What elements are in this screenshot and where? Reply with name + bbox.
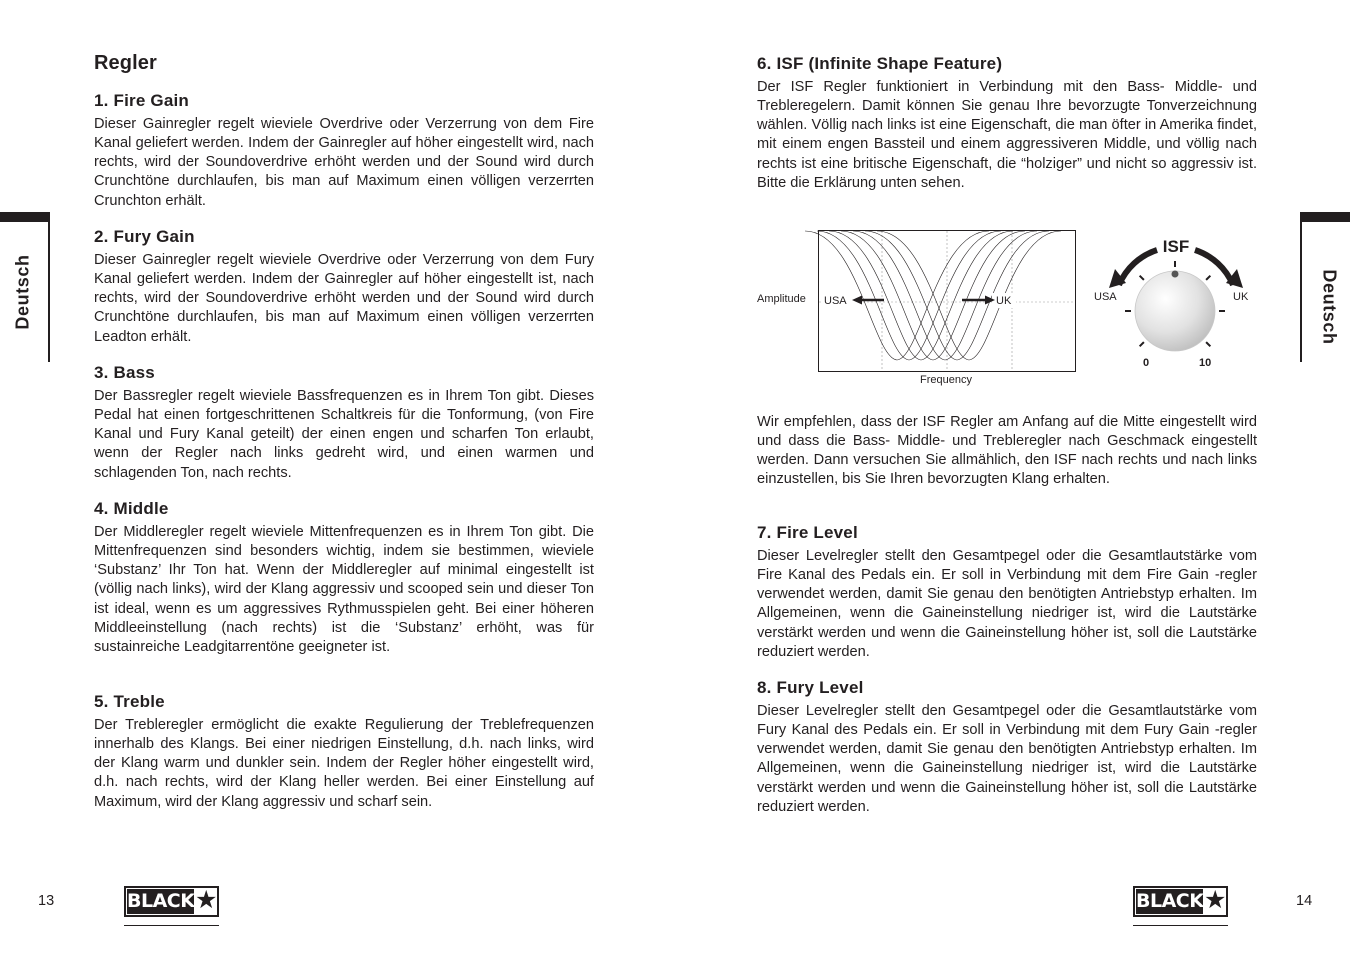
section-text: Der Bassregler regelt wieviele Bassfrequenzen es in Ihrem Ton gibt. Dieses Pedal hat einen fortgeschrittenen Schaltkreis für die Tonformung, (von Fire Kanal und Fury Kanal geteilt) der einen engen und scharfen Ton erlaubt, wenn der Regler nach links gedreht wird, und einen warmen und schlagenden Ton, nach rechts. <box>94 388 594 481</box>
knob-right-label: UK <box>1233 291 1249 303</box>
section-title: 1. Fire Gain <box>94 91 189 110</box>
brand-logo-left <box>124 886 219 917</box>
logo-wordmark: BLACK <box>1136 890 1204 912</box>
section-title: 8. Fury Level <box>757 678 864 697</box>
language-tab-right <box>1300 212 1350 362</box>
section-text: Der Middleregler regelt wieviele Mittenfrequenzen es in Ihrem Ton gibt. Die Mittenfrequenzen sind besonders wichtig, indem sie bestimmen, wieviele ‘Substanz’ Ihr Ton hat. Wenn der Middleregler auf minimal eingestellt ist (völlig nach links), wird der Klang aggressiv und scooped sein und dieser Ton ist ideal, wenn es um aggressives Rythmusspielen geht. Bei einer höheren Middleeinstellung (nach rechts) ist die ‘Substanz’ erhöht, was für sustainreiche Leadgitarrentöne geeigneter ist. <box>94 524 594 655</box>
graph-y-label: Amplitude <box>757 293 806 305</box>
section-title: 6. ISF (Infinite Shape Feature) <box>757 54 1003 73</box>
section-text: Dieser Gainregler regelt wieviele Overdrive oder Verzerrung von dem Fire Kanal geliefert werden. Indem der Gainregler auf höher eingestellt wird, nach rechts, wird der Soundoverdrive erhöht werden und der Sound wird durch Crunchtöne durchlaufen, bis man auf Maximum einen völligen verzerrten Crunchton erhält. <box>94 116 594 209</box>
isf-recommendation <box>757 413 1257 490</box>
section-text: Der ISF Regler funktioniert in Verbindung mit den Bass- Middle- und Trebleregelern. Damit können Sie genau Ihre bevorzugte Tonverzeichnung wählen. Völlig nach links ist eine Eigenschaft, die man öfter in Amerika findet, mit einem engen Bassteil und einem aggressiveren Middle, und völlig nach rechts ist eine britische Eigenschaft, die “holziger” und nicht so aggressiv ist. Bitte die Erklärung unten sehen. <box>757 79 1257 191</box>
knob-tick <box>1206 276 1210 280</box>
language-tab-left <box>0 212 50 362</box>
knob-tick <box>1206 342 1210 346</box>
section-fire-gain <box>94 91 594 211</box>
knob-left-label: USA <box>1094 291 1117 303</box>
section-title: 2. Fury Gain <box>94 227 195 246</box>
section-middle <box>94 499 594 657</box>
logo-wordmark: BLACK <box>127 890 195 912</box>
arrow-right-icon <box>962 296 995 305</box>
language-tab-label: Deutsch <box>12 254 33 330</box>
knob-title: ISF <box>1162 237 1190 256</box>
section-fury-gain <box>94 227 594 347</box>
isf-knob-diagram <box>1094 237 1249 369</box>
section-isf <box>757 54 1257 193</box>
footer-rule-right <box>1133 925 1228 926</box>
graph-left-label: USA <box>824 295 847 307</box>
knob-tick <box>1140 276 1144 280</box>
frequency-graph <box>757 231 1076 387</box>
graph-right-label: UK <box>996 295 1012 307</box>
star-icon: ★ <box>195 885 218 914</box>
section-text: Dieser Gainregler regelt wieviele Overdrive oder Verzerrung von dem Fury Kanal geliefert werden. Indem der Gainregler auf höher eingestellt ist, nach rechts, wird der Soundoverdrive erhöht werden und der Sound wird durch Crunchtöne durchlaufen, bis man auf Maximum einen völligen verzerrten Leadton erhält. <box>94 252 594 345</box>
knob-max-label: 10 <box>1199 357 1212 369</box>
star-icon: ★ <box>1204 885 1227 914</box>
knob-min-label: 0 <box>1143 357 1150 369</box>
page-number-right: 14 <box>1296 893 1313 909</box>
graph-x-label: Frequency <box>920 374 972 386</box>
footer-rule-left <box>124 925 219 926</box>
section-text: Der Trebleregler ermöglicht die exakte Regulierung der Treblefrequenzen innerhalb des Klangs. Bei einer niedrigen Einstellung, d.h. nach links, wird der Klang warm und dunkler sein. Indem der Regler höher eingestellt wird, d.h. nach rechts, wird der Klang heller werden. Bei einer Einstellung auf Maximum, wird der Klang aggressiv und scharf sein. <box>94 717 594 810</box>
section-fire-level <box>757 523 1257 662</box>
section-text: Wir empfehlen, dass der ISF Regler am Anfang auf die Mitte eingestellt wird und dass die Bass- Middle- und Trebleregler nach Geschmack eingestellt werden. Dann versuchen Sie allmählich, den ISF nach rechts und nach links einzustellen, bis Sie Ihren bevorzugten Klang erhalten. <box>757 414 1257 488</box>
brand-logo-right <box>1133 886 1228 917</box>
section-title: 7. Fire Level <box>757 523 858 542</box>
section-bass <box>94 363 594 483</box>
section-title: 5. Treble <box>94 692 165 711</box>
page-number-left: 13 <box>38 893 55 909</box>
section-title: 3. Bass <box>94 363 155 382</box>
section-text: Dieser Levelregler stellt den Gesamtpegel oder die Gesamtlautstärke vom Fury Kanal des Pedals ein. Er soll in Verbindung mit dem Fury Gain -regler verwendet werden, damit Sie genau den benötigten Antriebstyp erhalten. Im Allgemeinen, wenn die Gaineinstellung niedriger ist, wird die Lautstärke verstärkt werden und wenn die Gaineinstellung höher ist, soll die Lautstärke reduziert werden. <box>757 703 1257 815</box>
isf-figure <box>757 222 1257 392</box>
knob-tick <box>1140 342 1144 346</box>
section-fury-level <box>757 678 1257 817</box>
language-tab-label: Deutsch <box>1319 269 1340 345</box>
page-heading: Regler <box>94 52 157 74</box>
section-title: 4. Middle <box>94 499 169 518</box>
section-text: Dieser Levelregler stellt den Gesamtpegel oder die Gesamtlautstärke vom Fire Kanal des Pedals ein. Er soll in Verbindung mit dem Fire Gain -regler verwendet werden, damit Sie genau den benötigten Antriebstyp erhalten. Im Allgemeinen, wenn die Gaineinstellung niedriger ist, wird die Lautstärke verstärkt werden und wenn die Gaineinstellung höher ist, soll die Lautstärke reduziert werden. <box>757 548 1257 660</box>
section-treble <box>94 692 594 812</box>
